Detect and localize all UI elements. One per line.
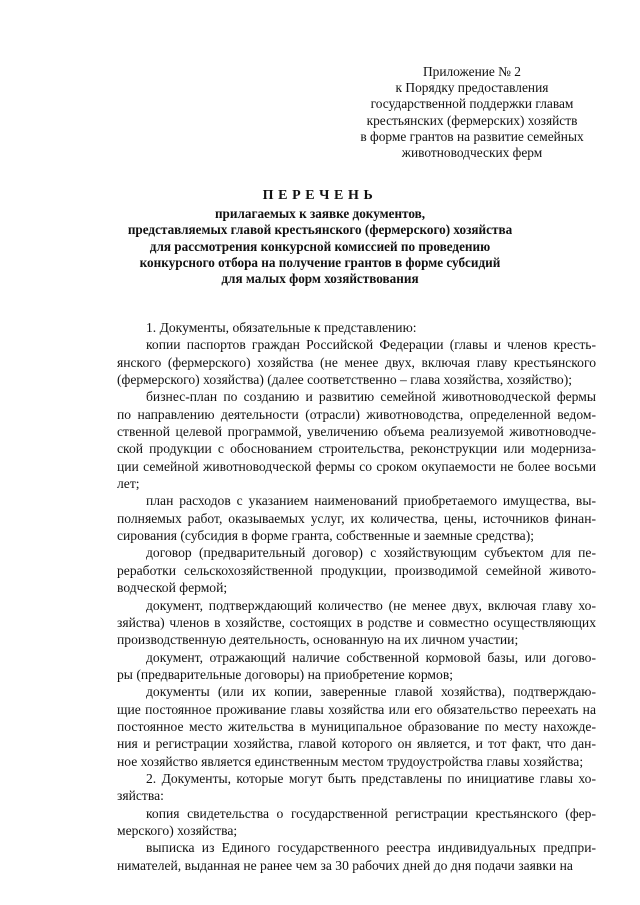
paragraph-line: сирования (субсидия в форме гранта, собственные и заемные средства); <box>117 528 535 544</box>
paragraph-line: лет; <box>117 476 140 492</box>
heading-line: для рассмотрения конкурсной комиссией по проведению <box>149 238 491 254</box>
paragraph <box>117 770 596 805</box>
paragraph-line: план расходов с указанием наименований приобретаемого имущества, вы- <box>146 493 596 509</box>
paragraph-line: по направлению деятельности (отрасли) животноводства, определенной ведом- <box>117 406 596 422</box>
paragraph-line: постоянное место жительства в муниципальное образование по месту нахожде- <box>117 718 596 734</box>
paragraph-line: ры (предварительные договоры) на приобретение кормов; <box>117 666 454 682</box>
appendix-line: государственной поддержки главам <box>370 96 574 112</box>
paragraph-line: щие постоянное проживание главы хозяйства или его обязательство переехать на <box>117 701 596 717</box>
paragraph-line: полняемых работ, оказываемых услуг, их количества, цены, источников финан- <box>117 510 596 526</box>
heading-line: прилагаемых к заявке документов, <box>214 206 426 221</box>
paragraph-line: ное хозяйство является единственным местом трудоустройства главы хозяйства; <box>117 753 584 769</box>
paragraph <box>117 319 596 336</box>
paragraph-line: реработки сельскохозяйственной продукции, производимой семейной живото- <box>117 562 596 578</box>
paragraph <box>117 839 596 874</box>
paragraph-line: янского (фермерского) хозяйства (не менее двух, включая главу крестьянского <box>117 354 596 370</box>
appendix-line: крестьянских (фермерских) хозяйств <box>366 112 578 128</box>
paragraph-line: нимателей, выданная не ранее чем за 30 рабочих дней до дня подачи заявки на <box>117 857 573 873</box>
appendix-line: животноводческих ферм <box>401 145 543 161</box>
paragraph-line: бизнес-план по созданию и развитию семейной животноводческой фермы <box>146 389 596 405</box>
paragraph-line: документ, отражающий наличие собственной кормовой базы, или догово- <box>146 649 596 665</box>
paragraph <box>117 805 596 840</box>
paragraph-line: копии паспортов граждан Российской Федерации (главы и членов кресть- <box>146 337 596 353</box>
appendix-line: к Порядку предоставления <box>395 80 549 96</box>
document-title: ПЕРЕЧЕНЬ <box>262 188 378 203</box>
appendix-line: Приложение № 2 <box>422 64 522 79</box>
paragraph-line: 2. Документы, которые могут быть представлены по инициативе главы хо- <box>146 770 596 786</box>
paragraph-line: зяйства: <box>117 788 164 804</box>
paragraph-line: зяйства) членов в хозяйстве, состоящих в родстве и совместно осуществляющих <box>117 614 596 630</box>
paragraph <box>117 597 596 649</box>
paragraph <box>117 544 596 596</box>
paragraph-line: (фермерского) хозяйства) (далее соответственно – глава хозяйства, хозяйство); <box>117 372 573 388</box>
document-heading <box>120 186 520 287</box>
paragraph-line: выписка из Единого государственного реестра индивидуальных предпри- <box>146 840 596 856</box>
paragraph-line: ственной целевой программой, увеличению объема реализуемой животноводче- <box>117 424 596 440</box>
paragraph-line: 1. Документы, обязательные к представлению: <box>146 320 417 335</box>
paragraph-line: водческой фермой; <box>117 580 228 596</box>
paragraph-line: копия свидетельства о государственной регистрации крестьянского (фер- <box>146 805 596 821</box>
paragraph-line: ской продукции с обоснованием строительства, реконструкции или модерниза- <box>117 441 596 457</box>
paragraph-line: договор (предварительный договор) с хозяйствующим субъектом для пе- <box>146 545 596 561</box>
paragraph <box>117 336 596 388</box>
paragraph <box>117 683 596 770</box>
heading-line: конкурсного отбора на получение грантов в форме субсидий <box>139 254 501 270</box>
paragraph-line: мерского) хозяйства; <box>117 822 238 838</box>
paragraph-line: документы (или их копии, заверенные главой хозяйства), подтверждаю- <box>146 684 596 700</box>
paragraph-line: ния и регистрации хозяйства, главой которого он является, и тот факт, что дан- <box>117 736 596 752</box>
paragraph-line: документ, подтверждающий количество (не менее двух, включая главу хо- <box>146 597 596 613</box>
paragraph-line: ции семейной животноводческой фермы со сроком окупаемости не более восьми <box>117 458 596 474</box>
paragraph <box>117 388 596 492</box>
document-body <box>117 319 596 874</box>
paragraph <box>117 492 596 544</box>
heading-line: представляемых главой крестьянского (фермерского) хозяйства <box>127 222 513 238</box>
paragraph <box>117 649 596 684</box>
paragraph-line: производственную деятельность, основанную на их личном участии; <box>117 632 519 648</box>
heading-line: для малых форм хозяйствования <box>221 271 419 287</box>
appendix-header <box>352 64 592 161</box>
appendix-line: в форме грантов на развитие семейных <box>360 128 584 144</box>
